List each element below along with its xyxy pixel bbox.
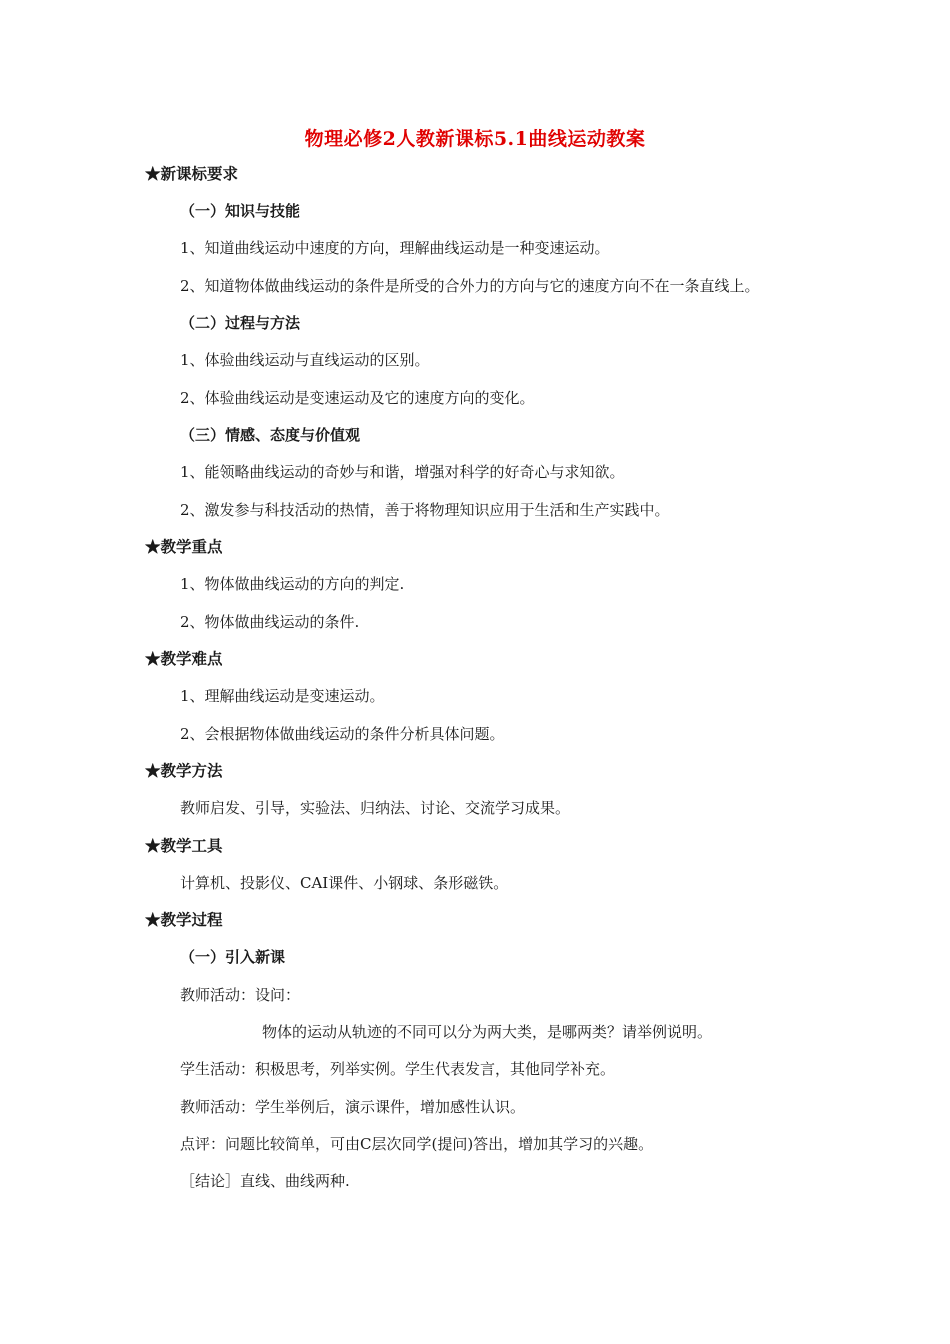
list-item: 2、知道物体做曲线运动的条件是所受的合外力的方向与它的速度方向不在一条直线上。 — [180, 277, 760, 295]
conclusion-line: ［结论］直线、曲线两种. — [180, 1172, 350, 1190]
subheading-introduction: （一）引入新课 — [180, 948, 286, 966]
document-title: 物理必修2人教新课标5.1曲线运动教案 — [304, 128, 646, 150]
section-heading-tools: ★教学工具 — [145, 836, 223, 855]
process-line: 物体的运动从轨迹的不同可以分为两大类，是哪两类？请举例说明。 — [262, 1023, 713, 1041]
process-line: 学生活动：积极思考，列举实例。学生代表发言，其他同学补充。 — [180, 1060, 616, 1078]
subheading-knowledge-skills: （一）知识与技能 — [180, 202, 301, 220]
subheading-process-methods: （二）过程与方法 — [180, 314, 301, 332]
list-item: 2、会根据物体做曲线运动的条件分析具体问题。 — [180, 725, 505, 743]
tools-text: 计算机、投影仪、CAI课件、小钢球、条形磁铁。 — [180, 874, 509, 892]
list-item: 1、能领略曲线运动的奇妙与和谐，增强对科学的好奇心与求知欲。 — [180, 463, 625, 481]
process-line: 教师活动：设问： — [180, 986, 301, 1004]
list-item: 2、激发参与科技活动的热情，善于将物理知识应用于生活和生产实践中。 — [180, 501, 670, 519]
methods-text: 教师启发、引导，实验法、归纳法、讨论、交流学习成果。 — [180, 799, 571, 817]
list-item: 1、理解曲线运动是变速运动。 — [180, 687, 385, 705]
section-heading-requirements: ★新课标要求 — [145, 164, 239, 183]
section-heading-methods: ★教学方法 — [145, 761, 223, 780]
process-line: 点评：问题比较简单，可由C层次同学(提问)答出，增加其学习的兴趣。 — [180, 1135, 654, 1153]
list-item: 2、物体做曲线运动的条件. — [180, 613, 360, 631]
section-heading-key-points: ★教学重点 — [145, 537, 223, 556]
subheading-emotions-values: （三）情感、态度与价值观 — [180, 426, 361, 444]
list-item: 1、知道曲线运动中速度的方向，理解曲线运动是一种变速运动。 — [180, 239, 610, 257]
section-heading-difficulties: ★教学难点 — [145, 649, 223, 668]
section-heading-process: ★教学过程 — [145, 910, 223, 929]
list-item: 1、物体做曲线运动的方向的判定. — [180, 575, 405, 593]
list-item: 2、体验曲线运动是变速运动及它的速度方向的变化。 — [180, 389, 535, 407]
list-item: 1、体验曲线运动与直线运动的区别。 — [180, 351, 430, 369]
process-line: 教师活动：学生举例后，演示课件，增加感性认识。 — [180, 1098, 526, 1116]
